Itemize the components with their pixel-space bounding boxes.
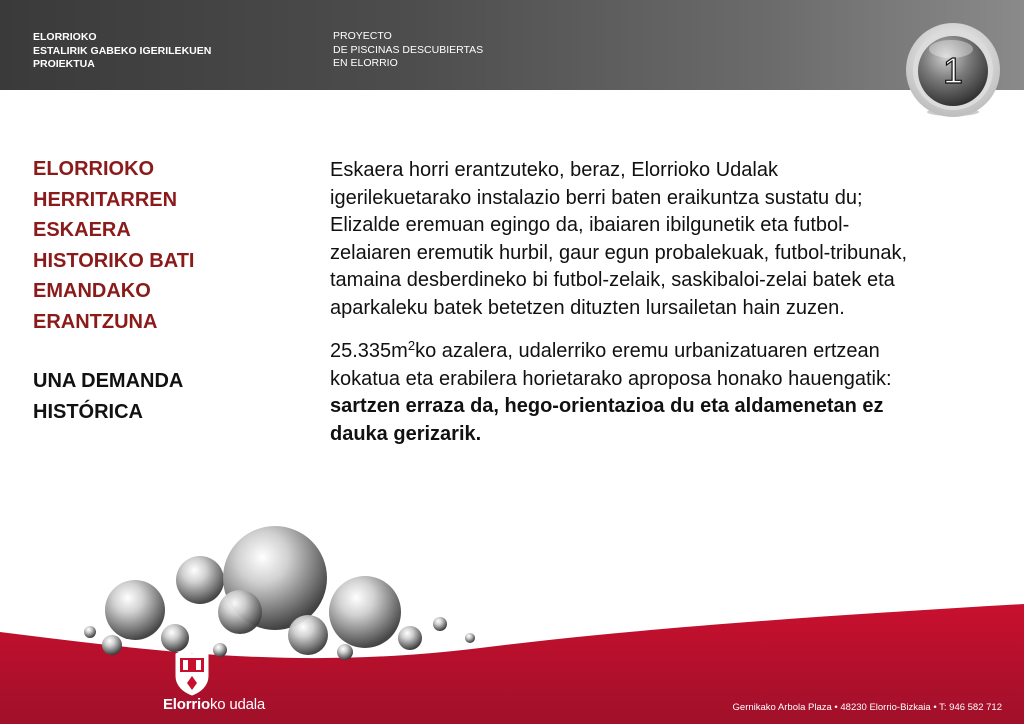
text-line: aparkaleku batek betetzen dituzten lursailetan hain zuzen. xyxy=(330,296,845,319)
area-superscript: 2 xyxy=(407,338,416,353)
text-line: tamaina desberdineko bi futbol-zelaik, saskibaloi-zelai batek eta xyxy=(330,269,895,291)
text-line-bold: sartzen erraza da, hego-orientazioa du eta aldamenetan ez xyxy=(330,395,884,417)
area-value: 25.335m xyxy=(330,340,408,362)
text-span: ko azalera, udalerriko eremu urbanizatuaren ertzean xyxy=(415,340,880,362)
header-bar xyxy=(0,0,1024,90)
page-number: 1 xyxy=(942,50,964,91)
header-right-line: DE PISCINAS DESCUBIERTAS xyxy=(333,43,484,56)
text-line: Elizalde eremuan egingo da, ibaiaren ibilgunetik eta futbol- xyxy=(330,214,850,236)
elorrio-logo-text xyxy=(163,696,265,713)
text-line: zelaiaren eremutik hurbil, gaur egun probalekuak, futbol-tribunak, xyxy=(330,241,908,264)
town-crest-icon xyxy=(176,650,208,695)
text-line xyxy=(330,338,1010,366)
heading-line: HISTÓRICA xyxy=(33,400,143,423)
header-right-title xyxy=(333,30,483,71)
heading-line: HISTORIKO BATI xyxy=(33,249,195,272)
logo-text-rest: ko udala xyxy=(209,696,266,713)
heading-line: ESKAERA xyxy=(33,219,131,241)
text-line: igerilekuetarako instalazio berri baten eraikuntza sustatu du; xyxy=(330,186,863,209)
heading-line: ELORRIOKO xyxy=(33,158,155,180)
page-number-badge xyxy=(905,22,1001,118)
text-line: kokatua eta erabilera horietarako aproposa honako hauengatik: xyxy=(330,367,892,390)
footer-contact: Gernikako Arbola Plaza • 48230 Elorrio-Bizkaia • T: 946 582 712 xyxy=(732,702,1002,713)
body-text xyxy=(330,157,1010,448)
text-line-bold: dauka gerizarik. xyxy=(330,422,482,445)
header-right-line: PROYECTO xyxy=(333,30,392,42)
text-line: Eskaera horri erantzuteko, beraz, Elorrioko Udalak xyxy=(330,159,778,181)
heading-line: UNA DEMANDA xyxy=(33,370,184,392)
logo-text-bold: Elorrio xyxy=(163,696,210,713)
heading-line: ERANTZUNA xyxy=(33,310,158,333)
header-left-line: PROIEKTUA xyxy=(33,58,95,70)
heading-basque xyxy=(33,154,283,337)
heading-spanish xyxy=(33,366,283,427)
header-left-title xyxy=(33,31,211,72)
header-right-line: EN ELORRIO xyxy=(333,57,398,69)
footer-bubbles-art xyxy=(0,520,1024,724)
header-left-line: ELORRIOKO xyxy=(33,31,97,43)
bubble-cluster xyxy=(84,526,475,660)
section-heading xyxy=(33,154,283,427)
heading-line: EMANDAKO xyxy=(33,280,151,302)
header-left-line: ESTALIRIK GABEKO IGERILEKUEN xyxy=(33,44,212,57)
heading-line: HERRITARREN xyxy=(33,188,178,211)
